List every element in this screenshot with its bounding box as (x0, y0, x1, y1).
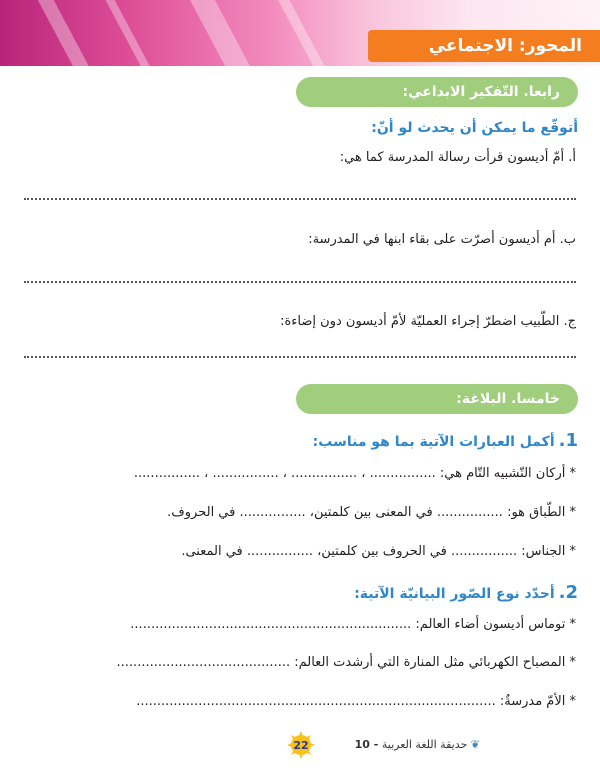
page-number-badge (287, 731, 315, 759)
question-1-number: 1. (558, 430, 578, 451)
section4-item-c: ج. الطّبيب اضطرّ إجراء العمليّة لأمّ أديسون دون إضاءة: (280, 314, 576, 329)
axis-label-tab (368, 30, 600, 62)
answer-line (24, 281, 576, 283)
section4-item-b: ب. أم أديسون أصرّت على بقاء ابنها في المدرسة: (308, 232, 576, 247)
decorative-streak (33, 0, 102, 66)
q2-item-1: * توماس أديسون أضاء العالم: .................................................................... (130, 617, 576, 632)
q1-item-1: * أركان التّشبيه التّام هي: ................ ، ................ ، ................ ، ................ (133, 466, 576, 481)
question-2-number: 2. (558, 582, 578, 603)
question-2-text: أحدّد نوع الصّور البيانيّة الآتية: (354, 586, 555, 602)
section4-title: رابعا. التّفكير الابداعي: (402, 84, 560, 100)
page-number: 22 (293, 738, 309, 752)
book-name: حديقة اللغة العربية (381, 738, 468, 751)
section5-title: خامسا. البلاغة: (456, 391, 560, 407)
book-title (355, 738, 480, 751)
section5-question-1 (313, 430, 578, 451)
q1-item-3: * الجناس: ................ في الحروف بين كلمتين، ................ في المعنى. (181, 544, 576, 559)
answer-line (24, 356, 576, 358)
q2-item-2: * المصباح الكهربائي مثل المنارة التي أرشدت العالم: .......................................... (116, 655, 576, 670)
question-1-text: أكمل العبارات الآتية بما هو مناسب: (312, 434, 555, 450)
book-name-icon: ❦ (470, 738, 480, 751)
section4-prompt: أتوقّع ما يمكن أن يحدث لو أنّ: (371, 120, 578, 136)
decorative-streak (181, 0, 261, 66)
q1-item-2: * الطّباق هو: ................ في المعنى بين كلمتين، ................ في الحروف. (167, 505, 576, 520)
answer-line (24, 198, 576, 200)
section5-question-2 (354, 582, 578, 603)
section4-item-a: أ. أمّ أديسون قرأت رسالة المدرسة كما هي: (339, 150, 576, 165)
decorative-streak (272, 0, 337, 66)
axis-label: المحور: الاجتماعي (428, 36, 582, 56)
decorative-streak (105, 0, 164, 66)
q2-item-3: * الأمّ مدرسةٌ: ....................................................................................... (136, 694, 576, 709)
section4-title-pill (296, 77, 578, 107)
grade-label: - 10 (354, 738, 379, 751)
section5-title-pill (296, 384, 578, 414)
